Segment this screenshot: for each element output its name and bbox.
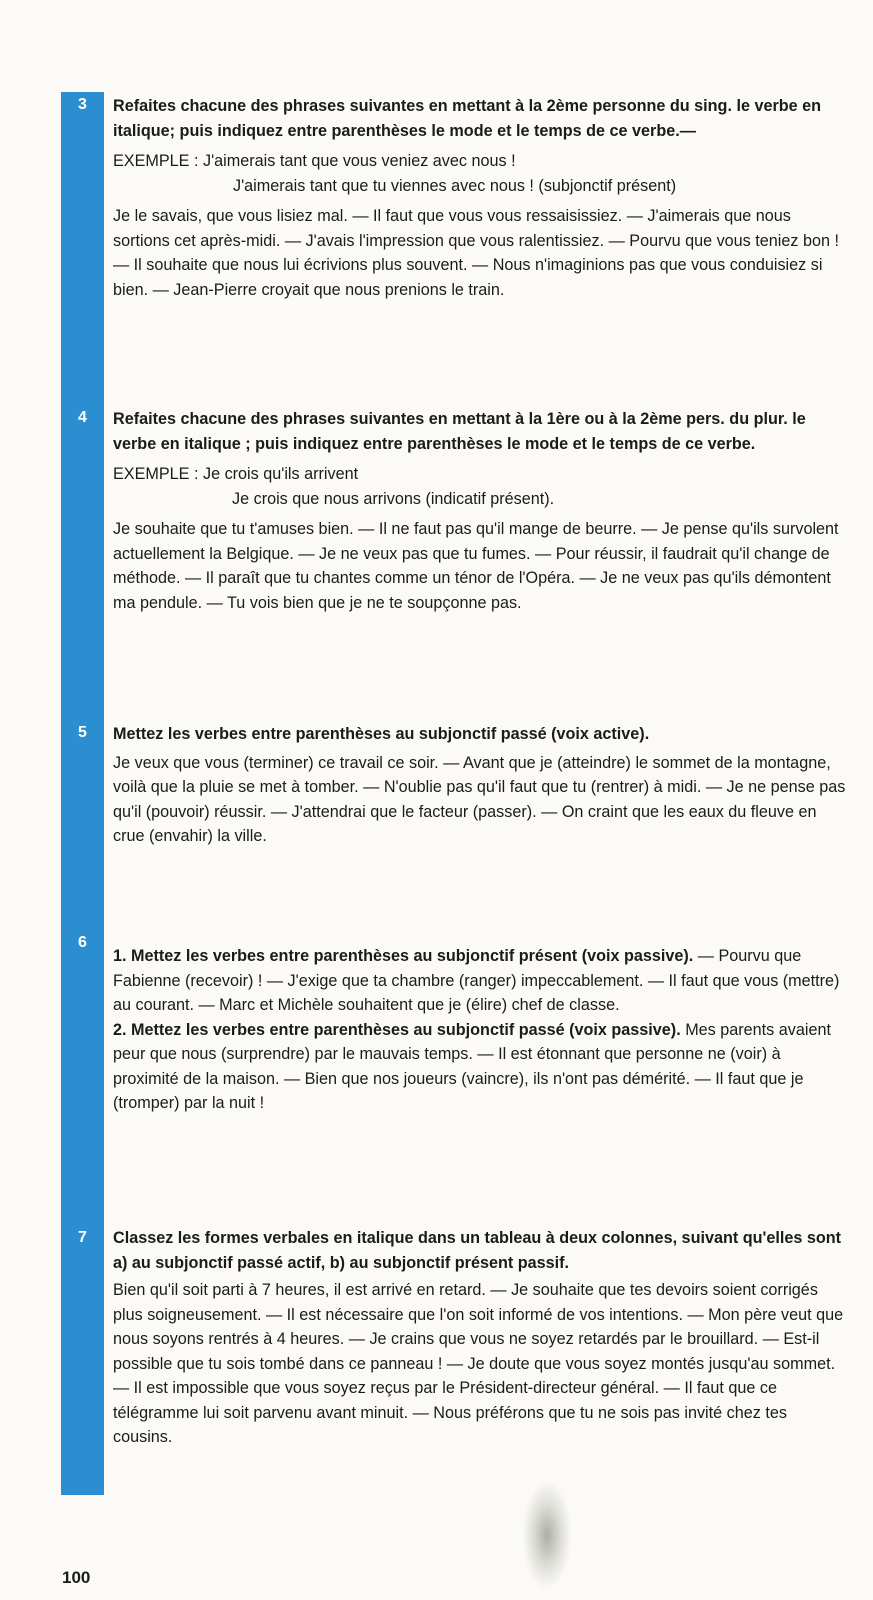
exercise-body: Je le savais, que vous lisiez mal. — Il faut que vous vous ressaisissiez. — J'aimerais que nous sortions cet après-midi. — J'avais l'impression que vous ralentissiez. — Pourvu que vous teniez bon ! — Il souhaite que nous lui écrivions plus souvent. — Nous n'imaginions pas que vous conduisiez si bien. — Jean-Pierre croyait que nous prenions le train. bbox=[113, 207, 839, 299]
exercise-instruction: Refaites chacune des phrases suivantes en mettant à la 2ème personne du sing. le verbe en italique; puis indiquez entre parenthèses le mode et le temps de ce verbe.— bbox=[113, 97, 822, 140]
example-line-1: Je crois qu'ils arrivent bbox=[202, 465, 359, 483]
exercise-number-5: 5 bbox=[78, 724, 87, 741]
exercise-4 bbox=[113, 407, 849, 615]
exercise-instruction: Mettez les verbes entre parenthèses au subjonctif passé (voix active). bbox=[113, 725, 650, 743]
exercise-number-7: 7 bbox=[78, 1229, 87, 1246]
part-1-instruction: 1. Mettez les verbes entre parenthèses au subjonctif présent (voix passive). bbox=[113, 947, 694, 965]
example-line-2: J'aimerais tant que tu viennes avec nous ! (subjonctif présent) bbox=[233, 176, 677, 195]
example-block bbox=[113, 462, 849, 511]
exercise-part-1 bbox=[113, 944, 849, 1018]
paper-stain bbox=[522, 1480, 572, 1590]
example-line-1: J'aimerais tant que vous veniez avec nous ! bbox=[202, 152, 516, 170]
exercise-number-sidebar bbox=[61, 92, 104, 1495]
page-number: 100 bbox=[62, 1568, 91, 1587]
exercise-instruction: Refaites chacune des phrases suivantes en mettant à la 1ère ou à la 2ème pers. du plur. le verbe en italique ; puis indiquez entre parenthèses le mode et le temps de ce verbe. bbox=[113, 410, 806, 453]
exercise-number-3: 3 bbox=[78, 96, 87, 113]
exercise-part-2 bbox=[113, 1018, 849, 1116]
exercise-7 bbox=[113, 1226, 849, 1450]
part-2-body: Mes parents avaient peur que nous (surprendre) par le mauvais temps. — Il est étonnant que personne ne (voir) à proximité de la maison. — Bien que nos joueurs (vaincre), ils n'ont pas démérité. — Il faut que je (tromper) par la nuit ! bbox=[113, 1020, 831, 1112]
example-label: EXEMPLE : bbox=[113, 465, 199, 483]
example-line-2: Je crois que nous arrivons (indicatif présent). bbox=[232, 489, 555, 508]
exercise-5 bbox=[113, 722, 849, 849]
exercise-body: Je souhaite que tu t'amuses bien. — Il ne faut pas qu'il mange de beurre. — Je pense qu'ils survolent actuellement la Belgique. — Je ne veux pas que tu fumes. — Pour réussir, il faudrait qu'il change de méthode. — Il paraît que tu chantes comme un ténor de l'Opéra. — Je ne veux pas qu'ils démontent ma pendule. — Tu vois bien que je ne te soupçonne pas. bbox=[113, 520, 839, 612]
example-label: EXEMPLE : bbox=[113, 152, 199, 170]
exercise-number-6: 6 bbox=[78, 934, 87, 951]
exercise-3 bbox=[113, 94, 849, 302]
exercise-body: Bien qu'il soit parti à 7 heures, il est arrivé en retard. — Je souhaite que tes devoirs soient corrigés plus soigneusement. — Il est nécessaire que l'on soit informé de vos intentions. — Mon père veut que nous soyons rentrés à 4 heures. — Je crains que vous ne soyez retardés par le brouillard. — Est-il possible que tu sois tombé dans ce panneau ! — Je doute que vous soyez montés jusqu'au sommet. — Il est impossible que vous soyez reçus par le Président-directeur général. — Il faut que ce télégramme lui soit parvenu avant minuit. — Nous préférons que tu ne sois pas invité chez tes cousins. bbox=[113, 1281, 844, 1446]
exercise-body: Je veux que vous (terminer) ce travail ce soir. — Avant que je (atteindre) le sommet de la montagne, voilà que la pluie se met à tomber. — N'oublie pas qu'il faut que tu (rentrer) à midi. — Je ne pense pas qu'il (pouvoir) réussir. — J'attendrai que le facteur (passer). — On craint que les eaux du fleuve en crue (envahir) la ville. bbox=[113, 753, 846, 845]
part-1-body: — Pourvu que Fabienne (recevoir) ! — J'exige que ta chambre (ranger) impeccablement. — Il faut que vous (mettre) au courant. — Marc et Michèle souhaitent que je (élire) chef de classe. bbox=[113, 947, 840, 1014]
part-2-instruction: 2. Mettez les verbes entre parenthèses au subjonctif passé (voix passive). bbox=[113, 1020, 681, 1039]
exercise-6 bbox=[113, 944, 849, 1116]
exercise-number-4: 4 bbox=[78, 409, 87, 426]
exercise-instruction: Classez les formes verbales en italique dans un tableau à deux colonnes, suivant qu'elles sont a) au subjonctif passé actif, b) au subjonctif présent passif. bbox=[113, 1229, 842, 1272]
example-block bbox=[113, 149, 849, 198]
